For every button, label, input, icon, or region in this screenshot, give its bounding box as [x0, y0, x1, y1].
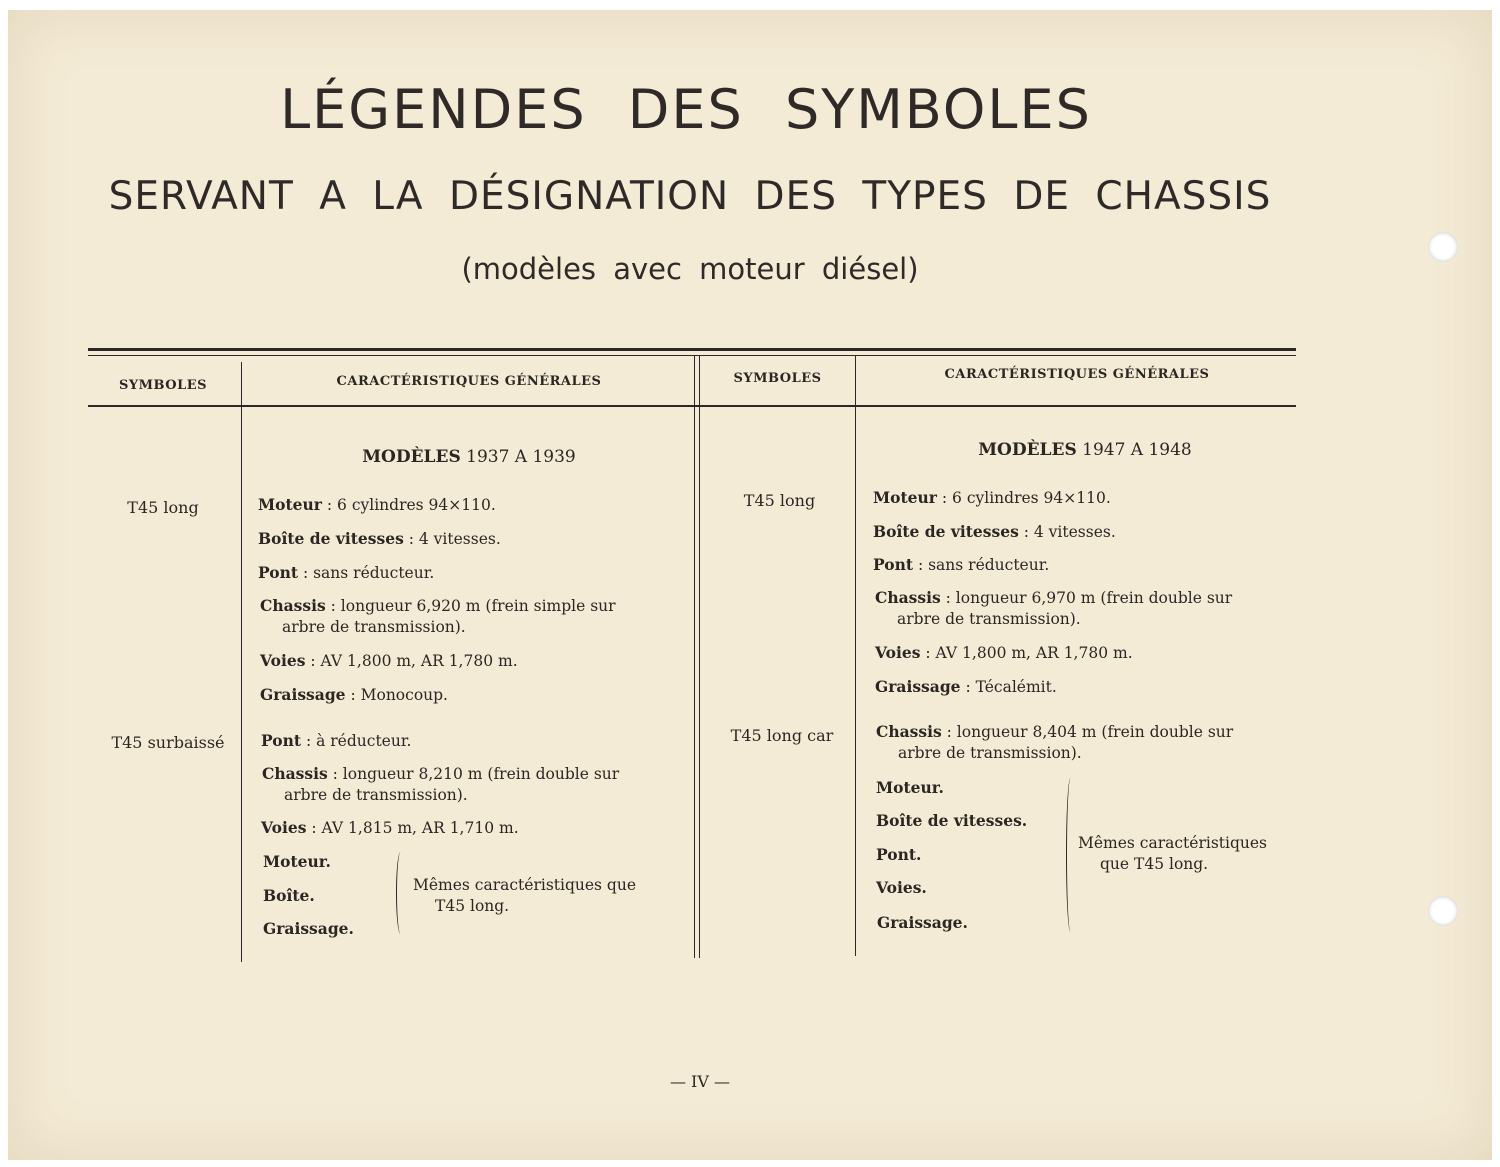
spec-chassis: Chassis : longueur 8,210 m (frein double sur arbre de transmission). — [262, 764, 620, 804]
spec-chassis: Chassis : longueur 6,970 m (frein double sur arbre de transmission). — [875, 588, 1233, 628]
header-symbols-right: SYMBOLES — [733, 371, 822, 386]
section-years: 1947 A 1948 — [1082, 440, 1192, 460]
spec-moteur: Moteur : 6 cylindres 94×110. — [873, 488, 1111, 507]
spec-pont: Pont. — [876, 845, 922, 864]
table-header-rule — [88, 405, 1296, 407]
section-label: MODÈLES — [978, 440, 1077, 460]
page-number: — IV — — [669, 1072, 731, 1091]
same-characteristics-note: Mêmes caractéristiques que T45 long. — [413, 876, 636, 915]
section-label: MODÈLES — [362, 447, 461, 467]
spec-voies: Voies : AV 1,815 m, AR 1,710 m. — [261, 818, 519, 837]
spec-graissage: Graissage. — [877, 913, 968, 932]
spec-moteur: Moteur : 6 cylindres 94×110. — [258, 495, 496, 514]
section-heading-left — [245, 447, 693, 467]
spec-pont: Pont : sans réducteur. — [873, 555, 1050, 574]
spec-boite: Boîte de vitesses. — [876, 811, 1028, 830]
table-top-rule — [88, 348, 1296, 351]
header-characteristics-right: CARACTÉRISTIQUES GÉNÉRALES — [944, 367, 1210, 382]
symbol-t45-long-left: T45 long — [127, 498, 199, 517]
spec-voies: Voies : AV 1,800 m, AR 1,780 m. — [260, 651, 518, 670]
page-title: LÉGENDES DES SYMBOLES — [280, 78, 1092, 141]
spec-boite: Boîte de vitesses : 4 vitesses. — [258, 529, 501, 548]
spec-voies: Voies : AV 1,800 m, AR 1,780 m. — [875, 643, 1133, 662]
section-years: 1937 A 1939 — [466, 447, 576, 467]
spec-boite: Boîte. — [263, 886, 315, 905]
page-subtitle: SERVANT A LA DÉSIGNATION DES TYPES DE CHASSIS — [108, 174, 1272, 219]
same-characteristics-note: Mêmes caractéristiques que T45 long. — [1078, 834, 1267, 873]
section-heading-right — [860, 440, 1310, 460]
symbol-t45-surbaisse: T45 surbaissé — [111, 733, 225, 752]
symbol-t45-long-car: T45 long car — [730, 726, 834, 745]
column-divider-left — [241, 362, 242, 962]
punch-hole-top — [1428, 232, 1458, 262]
spec-boite: Boîte de vitesses : 4 vitesses. — [873, 522, 1116, 541]
column-divider-right — [855, 356, 856, 956]
spec-pont: Pont : à réducteur. — [261, 731, 412, 750]
spec-graissage: Graissage : Técalémit. — [875, 677, 1057, 696]
header-symbols-left: SYMBOLES — [118, 378, 208, 393]
header-characteristics-left: CARACTÉRISTIQUES GÉNÉRALES — [336, 374, 602, 389]
bracket — [396, 852, 405, 934]
column-divider-center-b — [699, 356, 700, 958]
spec-graissage: Graissage. — [263, 919, 354, 938]
spec-moteur: Moteur. — [263, 852, 331, 871]
spec-chassis: Chassis : longueur 6,920 m (frein simple sur arbre de transmission). — [260, 596, 616, 636]
symbol-t45-long-right: T45 long — [743, 491, 816, 510]
table-top-rule-thin — [88, 355, 1296, 356]
spec-chassis: Chassis : longueur 8,404 m (frein double sur arbre de transmission). — [876, 722, 1234, 762]
spec-moteur: Moteur. — [876, 778, 944, 797]
punch-hole-bottom — [1428, 896, 1458, 926]
column-divider-center-a — [694, 356, 695, 958]
bracket — [1066, 778, 1075, 932]
spec-voies: Voies. — [876, 878, 927, 897]
spec-pont: Pont : sans réducteur. — [258, 563, 435, 582]
spec-graissage: Graissage : Monocoup. — [260, 685, 448, 704]
page-subtitle-note: (modèles avec moteur diésel) — [461, 252, 919, 286]
